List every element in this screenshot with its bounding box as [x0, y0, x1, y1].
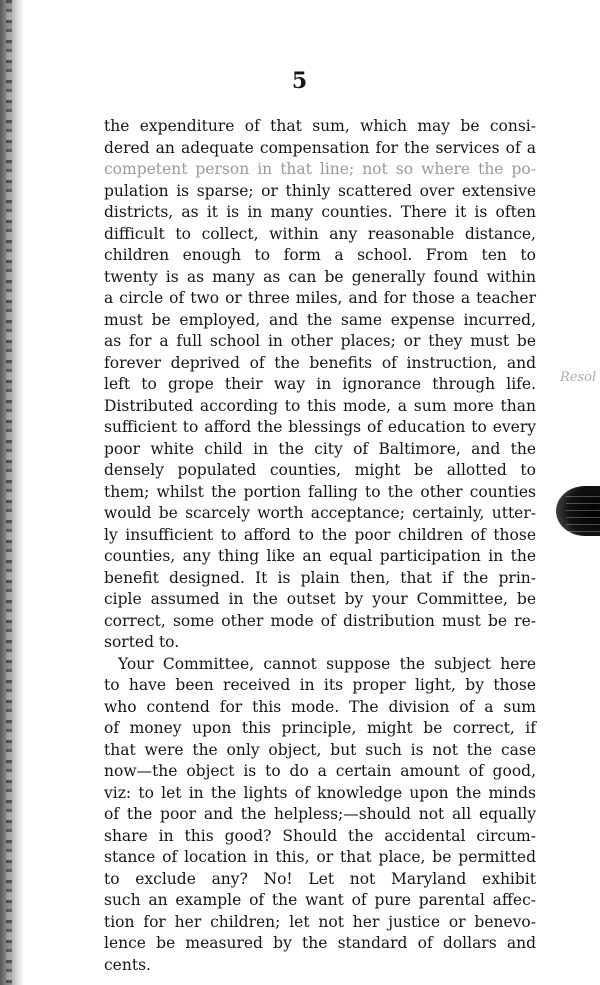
- text-line: Your Committee, cannot suppose the subject here: [118, 654, 536, 673]
- text-line: as for a full school in other places; or they must be: [104, 332, 536, 350]
- page-binding-speckle: [6, 0, 12, 985]
- text-line: lence be measured by the standard of dollars and: [104, 934, 536, 952]
- text-line: now—the object is to do a certain amount of good,: [104, 762, 536, 780]
- text-line: the expenditure of that sum, which may be consi-: [104, 117, 536, 135]
- page-number: 5: [291, 68, 309, 94]
- text-line: such an example of the want of pure parental affec-: [104, 891, 536, 909]
- text-line: densely populated counties, might be allotted to: [104, 461, 536, 479]
- text-line: to have been received in its proper light, by those: [104, 676, 536, 694]
- text-line: of money upon this principle, might be correct, if: [104, 719, 536, 737]
- text-line: Distributed according to this mode, a sum more than: [104, 396, 536, 415]
- text-line: left to grope their way in ignorance through life.: [104, 375, 536, 393]
- text-line: correct, some other mode of distribution must be re-: [104, 611, 536, 630]
- text-line: sorted to.: [104, 633, 180, 651]
- text-line: share in this good? Should the accidental circum-: [104, 826, 536, 845]
- text-line: counties, any thing like an equal participation in the: [104, 547, 536, 565]
- text-line: stance of location in this, or that place, be permitted: [104, 848, 536, 866]
- text-line: viz: to let in the lights of knowledge upon the minds: [104, 783, 536, 802]
- text-line: forever deprived of the benefits of instruction, and: [104, 353, 536, 372]
- text-line: sufficient to afford the blessings of education to every: [104, 418, 536, 436]
- text-line: tion for her children; let not her justice or benevo-: [104, 912, 536, 931]
- text-line: ciple assumed in the outset by your Committee, be: [104, 590, 536, 608]
- text-line: children enough to form a school. From ten to: [104, 246, 536, 264]
- text-line: cents.: [104, 955, 151, 974]
- text-line: benefit designed. It is plain then, that if the prin-: [104, 568, 536, 587]
- margin-note: Resol: [560, 370, 597, 385]
- text-line: ly insufficient to afford to the poor children of those: [104, 525, 536, 544]
- body-text: [104, 116, 536, 976]
- text-line: poor white child in the city of Baltimore, and the: [104, 439, 536, 458]
- text-line: would be scarcely worth acceptance; certainly, utter-: [104, 504, 536, 522]
- text-line: twenty is as many as can be generally found within: [104, 267, 536, 286]
- text-line: of the poor and the helpless;—should not all equally: [104, 805, 536, 823]
- text-line: to exclude any? No! Let not Maryland exhibit: [104, 869, 536, 888]
- text-line: difficult to collect, within any reasonable distance,: [104, 224, 536, 243]
- text-line: that were the only object, but such is not the case: [104, 740, 536, 759]
- text-line: dered an adequate compensation for the services of a: [104, 138, 536, 157]
- text-line: them; whilst the portion falling to the other counties: [104, 482, 536, 501]
- text-line: pulation is sparse; or thinly scattered over extensive: [104, 181, 536, 200]
- text-line: districts, as it is in many counties. There it is often: [104, 203, 536, 221]
- page-binding-shadow: [0, 0, 24, 985]
- text-line: must be employed, and the same expense incurred,: [104, 310, 536, 329]
- text-line: competent person in that line; not so where the po-: [104, 160, 536, 178]
- ink-blot-texture: [566, 490, 600, 532]
- text-line: a circle of two or three miles, and for those a teacher: [104, 289, 536, 307]
- text-line: who contend for this mode. The division of a sum: [104, 697, 536, 716]
